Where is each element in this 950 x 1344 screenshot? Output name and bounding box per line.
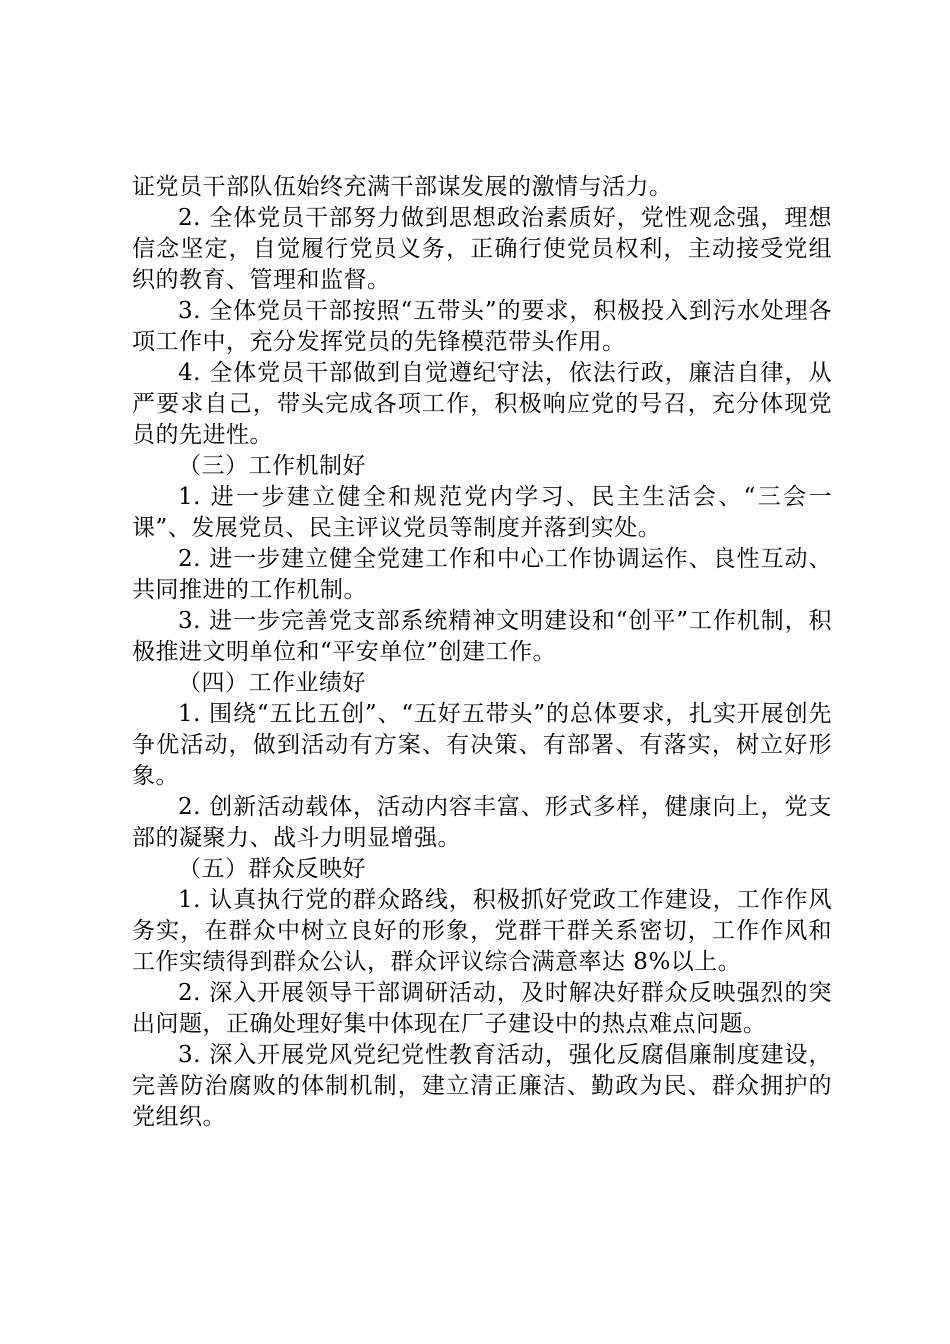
paragraph-mechanism-2: 2. 进一步建立健全党建工作和中心工作协调运作、良性互动、共同推进的工作机制。 bbox=[132, 546, 832, 603]
section-heading-5: （五）群众反映好 bbox=[178, 856, 366, 882]
paragraph-public-1: 1. 认真执行党的群众路线，积极抓好党政工作建设，工作作风务实，在群众中树立良好的形象，党群干群关系密切，工作作风和工作实绩得到群众公认，群众评议综合满意率达 8%以上。 bbox=[132, 887, 832, 975]
section-heading-3: （三）工作机制好 bbox=[178, 453, 366, 479]
paragraph-public-3: 3. 深入开展党风党纪党性教育活动，强化反腐倡廉制度建设，完善防治腐败的体制机制，建立清正廉洁、勤政为民、群众拥护的党组织。 bbox=[132, 1042, 832, 1130]
paragraph-mechanism-1: 1. 进一步建立健全和规范党内学习、民主生活会、“三会一课”、发展党员、民主评议党员等制度并落到实处。 bbox=[132, 484, 832, 541]
paragraph-performance-1: 1. 围绕“五比五创”、“五好五带头”的总体要求，扎实开展创先争优活动，做到活动有方案、有决策、有部署、有落实，树立好形象。 bbox=[132, 701, 832, 789]
paragraph-item-2: 2. 全体党员干部努力做到思想政治素质好，党性观念强，理想信念坚定，自觉履行党员义务，正确行使党员权利，主动接受党组织的教育、管理和监督。 bbox=[132, 205, 832, 293]
document-page bbox=[132, 172, 832, 1133]
section-heading-4: （四）工作业绩好 bbox=[178, 670, 366, 696]
paragraph-performance-2: 2. 创新活动载体，活动内容丰富、形式多样，健康向上，党支部的凝聚力、战斗力明显增强。 bbox=[132, 794, 832, 851]
paragraph-public-2: 2. 深入开展领导干部调研活动，及时解决好群众反映强烈的突出问题，正确处理好集中体现在厂子建设中的热点难点问题。 bbox=[132, 980, 832, 1037]
paragraph-item-3: 3. 全体党员干部按照“五带头”的要求，积极投入到污水处理各项工作中，充分发挥党员的先锋模范带头作用。 bbox=[132, 298, 832, 355]
paragraph-continuation: 证党员干部队伍始终充满干部谋发展的激情与活力。 bbox=[132, 174, 673, 200]
paragraph-mechanism-3: 3. 进一步完善党支部系统精神文明建设和“创平”工作机制，积极推进文明单位和“平安单位”创建工作。 bbox=[132, 608, 832, 665]
paragraph-item-4: 4. 全体党员干部做到自觉遵纪守法，依法行政，廉洁自律，从严要求自己，带头完成各项工作，积极响应党的号召，充分体现党员的先进性。 bbox=[132, 360, 832, 448]
